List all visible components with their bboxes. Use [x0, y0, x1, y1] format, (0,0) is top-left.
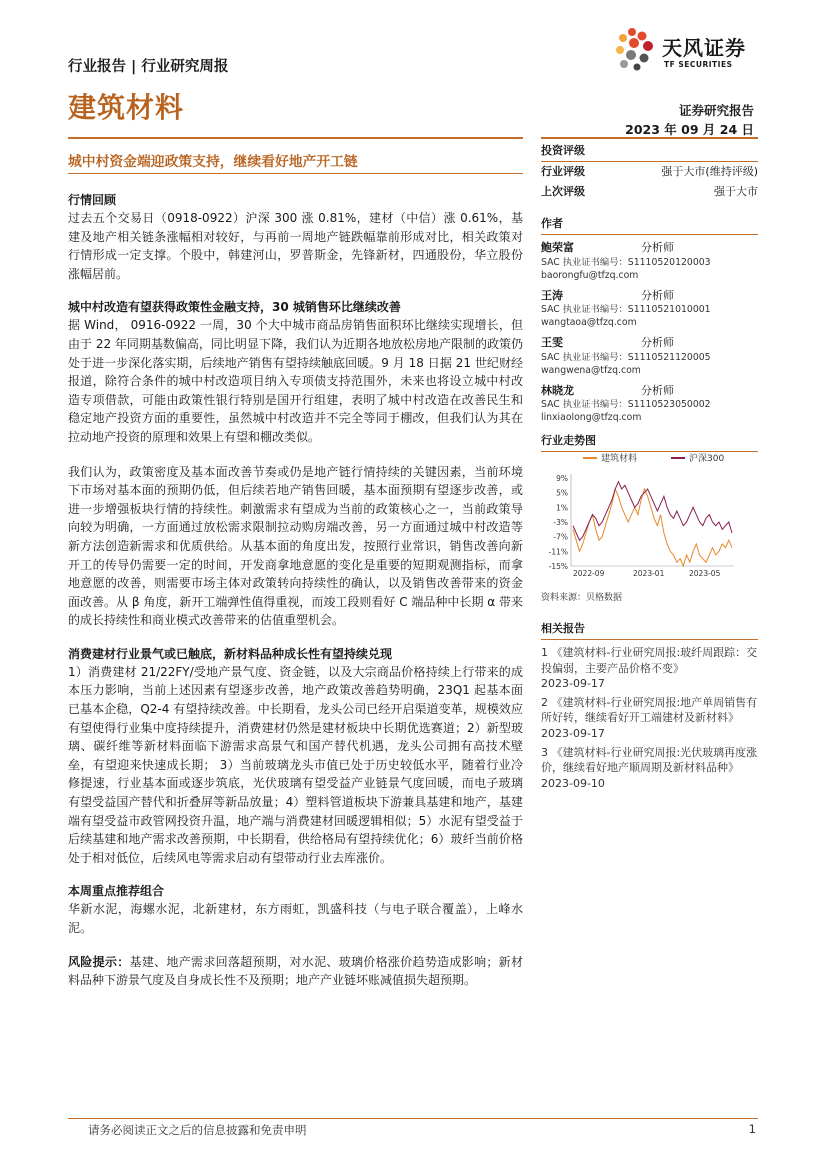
author-role: 分析师 — [641, 336, 674, 349]
author-name: 王雯 — [541, 336, 563, 349]
brand-logo — [610, 26, 760, 72]
y-tick-label: 1% — [556, 503, 568, 513]
author-role: 分析师 — [641, 241, 674, 254]
risk-text: 基建、地产需求回落超预期，对水泥、玻璃价格涨价趋势造成影响；新材料品种下游景气度及自身成长性不及预期；地产产业链坏账减值损失超预期。 — [68, 954, 523, 988]
related-panel — [541, 620, 758, 791]
paragraph: 据 Wind， 0916-0922 一周，30 个大中城市商品房销售面积环比继续实现增长，但由于 22 年同期基数偏高，同比明显下降，我们认为近期各地放松房地产限制的政策仍处于进一步深化落实期，后续地产销售有望持续触底回暖。9 月 18 日据 21 世纪财经报道，除符合条件的城中村改造项目纳入专项债支持范围外，未来也将设立城中村改造专项借款，可能由政策性银行特别是国开行组建，表明了城中村改造在改善民生和稳定地产投资方面的重要性，虽然城中村改造并不完全等同于棚改，但我们认为其在拉动地产投资的原理和效果上有望和棚改类似。 — [68, 318, 523, 444]
industry-trend-chart — [541, 448, 758, 598]
section-market-review — [68, 191, 523, 283]
author-email[interactable]: baorongfu@tfzq.com — [541, 269, 639, 281]
y-tick-label: -15% — [548, 562, 568, 571]
related-title: 相关报告 — [541, 622, 585, 635]
x-tick-label: 2023-01 — [633, 569, 665, 578]
related-report[interactable] — [541, 695, 758, 742]
trend-chart-svg — [541, 448, 758, 588]
industry-title: 建筑材料 — [68, 91, 185, 124]
author-email[interactable]: wangtaoa@tfzq.com — [541, 317, 637, 328]
section-title: 行情回顾 — [68, 193, 117, 207]
section-title: 消费建材行业景气或已触底，新材料品种成长性有望持续兑现 — [68, 646, 393, 661]
section-consumer-materials — [68, 645, 523, 868]
section-title: 本周重点推荐组合 — [68, 884, 165, 899]
rating-row: 上次评级 强于大市 — [541, 185, 758, 198]
legend-label: 建筑材料 — [601, 454, 638, 464]
author-role: 分析师 — [641, 383, 674, 397]
headline-divider — [68, 173, 523, 174]
x-tick-label: 2022-09 — [573, 569, 605, 578]
authors-panel — [541, 215, 758, 424]
author-entry — [541, 335, 758, 377]
logo-mark-icon — [610, 26, 660, 72]
chart-source: 资料来源：贝格数据 — [541, 593, 623, 603]
paragraph: 华新水泥，海螺水泥，北新建材，东方雨虹，凯盛科技（与电子联合覆盖），上峰水泥。 — [68, 902, 523, 935]
rating-row: 行业评级 强于大市(维持评级) — [541, 165, 758, 178]
y-tick-label: 9% — [556, 474, 568, 483]
paragraph: 我们认为，政策密度及基本面改善节奏或仍是地产链行情持续的关键因素，当前环境下市场对基本面的预期仍低，但后续若地产销售回暖，基本面预期有望逐步改善，或进一步增强板块行情的持续性。刺激需求有望成为当前的政策核心之一，当前政策导向较为明确，一方面通过放松需求限制拉动购房端改善，另一方面通过城中村改造等新方法创造新需求和优质供给。从基本面的角度出发，按照行业常识，销售改善向新开工的传导仍需要一定的时间，开发商拿地意愿的变化是重要的短期观测指标，而拿地意愿的改善，则需要市场主体对政策转向持续性的确认，以及销售改善带来的资金面改善。从 β 角度，新开工端弹性值得重视，而竣工段则看好 C 端品种中长期 α 带来的成长持续性和商业模式改善带来的估值重塑机会。 — [68, 464, 523, 628]
related-report-title[interactable]: 2 《建筑材料-行业研究周报:地产单周销售有所好转，继续看好开工端建材及新材料》 — [541, 695, 758, 725]
y-tick-label: -3% — [553, 518, 568, 527]
main-body — [68, 191, 523, 990]
paragraph: 1）消费建材 21/22FY/受地产景气度、资金链，以及大宗商品价格持续上行带来的成本压力影响，当前上述因素有望逐步改善，地产政策改善趋势明确，23Q1 起基本面已基本企稳，Q2-4 有望持续改善。中长期看，龙头公司已经开启渠道变革，规模效应有望使得行业集中度持续提升，消费建材仍然是建材板块中长期优选赛道；2）新型玻璃、碳纤维等新材料面临下游需求高景气和国产替代机遇，龙头公司拥有高技术壁垒，有望迎来快速成长期； 3）当前玻璃龙头市值已处于历史较低水平，随着行业冷修提速，行业基本面或逐步筑底，光伏玻璃有望受益产业链景气度回暖，而电子玻璃有望受益国产替代和折叠屏等新品放量；4）塑料管道板块下游兼具基建和地产，基建端有望受益市政管网投资升温，地产端与消费建材回暖逻辑相似；5）水泥有望受益于后续基建和地产需求改善预期，中长期看，供给格局有望持续优化；6）玻纤当前价格处于相对低位，后续风电等需求启动有望带动行业去库涨价。 — [68, 664, 523, 865]
related-report[interactable] — [541, 745, 758, 792]
author-name: 王涛 — [541, 288, 563, 302]
author-name: 林晓龙 — [541, 383, 574, 397]
y-tick-label: -11% — [548, 547, 568, 557]
legend-label: 沪深300 — [689, 454, 725, 464]
related-report[interactable] — [541, 645, 758, 692]
rating-panel — [541, 142, 758, 202]
authors-title: 作者 — [541, 217, 563, 230]
author-entry — [541, 240, 758, 282]
related-report-title[interactable]: 1 《建筑材料-行业研究周报:玻纤周跟踪：交投偏弱，主要产品价格不变》 — [541, 646, 758, 675]
y-tick-label: 5% — [556, 488, 568, 498]
report-type: 行业报告 | 行业研究周报 — [68, 59, 229, 75]
author-cert: SAC 执业证书编号：S1110523050002 — [541, 399, 711, 410]
author-cert: SAC 执业证书编号：S1110520120003 — [541, 256, 711, 268]
related-report-date: 2023-09-17 — [541, 726, 605, 740]
report-date: 2023 年 09 月 24 日 — [625, 122, 754, 137]
author-email[interactable]: linxiaolong@tfzq.com — [541, 412, 642, 423]
chart-title: 行业走势图 — [541, 434, 596, 447]
author-cert: SAC 执业证书编号：S1110521120005 — [541, 351, 711, 363]
author-email[interactable]: wangwena@tfzq.com — [541, 364, 641, 376]
author-name: 鲍荣富 — [541, 241, 574, 254]
related-report-date: 2023-09-17 — [541, 677, 605, 691]
rating-title: 投资评级 — [541, 144, 585, 157]
related-report-date: 2023-09-10 — [541, 776, 605, 790]
page-number: 1 — [748, 1122, 756, 1136]
footer-disclaimer: 请务必阅读正文之后的信息披露和免责申明 — [88, 1123, 307, 1137]
y-tick-label: -7% — [553, 532, 568, 542]
author-entry — [541, 288, 758, 330]
x-tick-label: 2023-05 — [689, 569, 721, 578]
risk-warning — [68, 953, 523, 990]
brand-report-label: 证券研究报告 — [678, 103, 754, 118]
headline: 城中村资金端迎政策支持，继续看好地产开工链 — [68, 154, 358, 170]
header-divider-right — [541, 137, 758, 139]
section-title: 城中村改造有望获得政策性金融支持，30 城销售环比继续改善 — [68, 300, 401, 315]
author-role: 分析师 — [641, 288, 674, 302]
header-divider-left — [68, 137, 523, 139]
logo-text-en: TF SECURITIES — [664, 60, 733, 69]
logo-text-cn: 天风证券 — [662, 36, 746, 60]
section-recommendations — [68, 882, 523, 937]
risk-label: 风险提示： — [68, 954, 130, 969]
author-cert: SAC 执业证书编号：S1110521010001 — [541, 304, 711, 315]
section-urban-village — [68, 298, 523, 630]
paragraph: 过去五个交易日（0918-0922）沪深 300 涨 0.81%，建材（中信）涨 0.61%，基建及地产相关链条涨幅相对较好，与再前一周地产链跌幅靠前形成对比，相关政策对行情形成一定支撑。个股中，韩建河山，罗普斯金，先锋新材，四通股份，华立股份涨幅居前。 — [68, 211, 523, 281]
author-entry — [541, 383, 758, 425]
footer-divider — [68, 1118, 758, 1119]
related-report-title[interactable]: 3 《建筑材料-行业研究周报:光伏玻璃再度涨价，继续看好地产顺周期及新材料品种》 — [541, 745, 758, 775]
